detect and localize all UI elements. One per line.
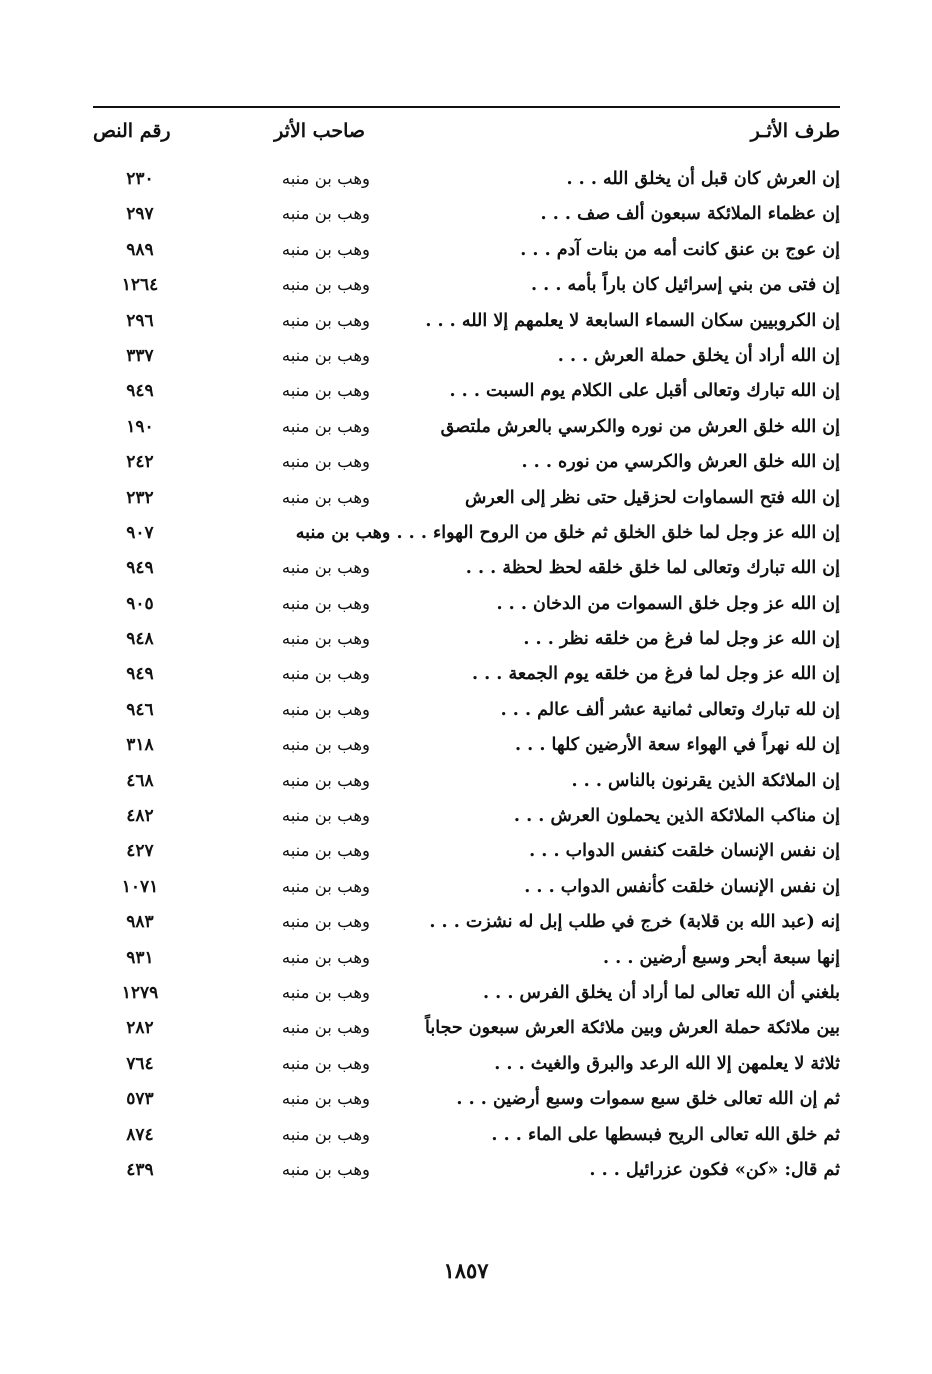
row-author: وهب بن منبه — [281, 345, 370, 365]
row-number: ٩٨٩ — [126, 239, 154, 260]
table-row — [93, 553, 840, 588]
header-number-column: رقم النص — [93, 120, 171, 142]
row-number: ٢٨٢ — [126, 1018, 154, 1039]
row-author: وهب بن منبه — [281, 487, 370, 507]
row-text: إن العرش كان قبل أن يخلق الله . . . — [566, 169, 840, 189]
row-number: ٩٠٥ — [126, 593, 154, 614]
row-text: إن الله عز وجل خلق السموات من الدخان . . . — [496, 593, 840, 614]
row-text: بلغني أن الله تعالى لما أراد أن يخلق الفرس . . . — [483, 982, 840, 1003]
row-text: إنها سبعة أبحر وسبع أرضين . . . — [603, 947, 840, 968]
row-text: إن الله فتح السماوات لحزقيل حتى نظر إلى العرش — [465, 487, 840, 508]
table-row — [93, 978, 840, 1013]
row-text: إن عوج بن عنق كانت أمه من بنات آدم . . . — [520, 239, 840, 260]
row-author: وهب بن منبه — [281, 699, 370, 719]
row-number: ٩٣١ — [126, 947, 154, 968]
table-row — [93, 836, 840, 871]
row-number: ٩٤٦ — [126, 699, 154, 720]
row-author: وهب بن منبه — [281, 982, 370, 1002]
row-number: ٢٣٢ — [126, 487, 154, 508]
row-text: ثم خلق الله تعالى الريح فبسطها على الماء . . . — [491, 1124, 840, 1145]
row-text: إن عظماء الملائكة سبعون ألف صف . . . — [540, 204, 840, 225]
row-number: ١٢٦٤ — [121, 275, 159, 296]
table-row — [93, 483, 840, 518]
table-row — [93, 801, 840, 836]
table-row — [93, 695, 840, 730]
header-author-column: صاحب الأثر — [274, 120, 365, 142]
row-number: ٢٣٠ — [126, 169, 154, 189]
row-text: إن الملائكة الذين يقرنون بالناس . . . — [571, 770, 840, 791]
table-row — [93, 943, 840, 978]
row-author: وهب بن منبه — [281, 593, 370, 613]
row-text: إن الله عز وجل لما فرغ من خلقه يوم الجمعة . . . — [471, 664, 840, 685]
table-row — [93, 872, 840, 907]
row-number: ٩٠٧ — [126, 522, 154, 543]
row-number: ٩٤٩ — [126, 664, 154, 685]
row-number: ٩٤٨ — [126, 629, 154, 650]
row-author: وهب بن منبه — [281, 912, 370, 932]
row-text: إن الله خلق العرش والكرسي من نوره . . . — [521, 452, 840, 473]
table-row — [93, 624, 840, 659]
table-row — [93, 1084, 840, 1119]
table-row — [93, 907, 840, 942]
table-row — [93, 376, 840, 411]
table-row — [93, 1155, 840, 1190]
row-number: ٩٨٣ — [126, 912, 154, 933]
row-text: إن لله تبارك وتعالى ثمانية عشر ألف عالم . . . — [500, 699, 840, 720]
table-row — [93, 766, 840, 801]
row-number: ٤٦٨ — [126, 770, 154, 791]
row-number: ٢٩٦ — [126, 310, 154, 331]
table-row — [93, 730, 840, 765]
row-number: ٥٧٣ — [126, 1089, 154, 1110]
row-number: ٢٤٢ — [126, 452, 154, 473]
row-text: إن مناكب الملائكة الذين يحملون العرش . . . — [513, 806, 840, 827]
row-author: وهب بن منبه — [281, 1089, 370, 1109]
row-author: وهب بن منبه — [281, 629, 370, 649]
row-author: وهب بن منبه — [281, 239, 370, 259]
row-text: ثلاثة لا يعلمهن إلا الله الرعد والبرق والغيث . . . — [494, 1053, 840, 1074]
row-text: ثم إن الله تعالى خلق سبع سموات وسبع أرضين . . . — [456, 1089, 840, 1110]
row-author: وهب بن منبه — [281, 841, 370, 861]
row-author: وهب بن منبه — [281, 1124, 370, 1144]
table-row — [93, 341, 840, 376]
row-number: ٤٢٧ — [126, 841, 154, 862]
row-number: ٣١٨ — [126, 735, 154, 756]
row-text: إن الله أراد أن يخلق حملة العرش . . . — [557, 345, 840, 366]
row-text: إن الله تبارك وتعالى لما خلق خلقه لحظ لحظة . . . — [465, 558, 840, 579]
row-text: ثم قال: «كن» فكون عزرائيل . . . — [589, 1159, 840, 1180]
row-text: إن نفس الإنسان خلقت كنفس الدواب . . . — [529, 841, 840, 862]
row-author: وهب بن منبه — [281, 806, 370, 826]
table-row — [93, 235, 840, 270]
row-text: إن الكروبيين سكان السماء السابعة لا يعلمهم إلا الله . . . — [425, 310, 840, 331]
row-number: ٩٤٩ — [126, 381, 154, 402]
row-text: بين ملائكة حملة العرش وبين ملائكة العرش سبعون حجاباً — [425, 1018, 840, 1039]
row-text: إن الله عز وجل لما خلق الخلق ثم خلق من الروح الهواء . . . وهب بن منبه — [295, 522, 840, 543]
row-text: إن الله خلق العرش من نوره والكرسي بالعرش ملتصق — [440, 416, 840, 437]
table-row — [93, 270, 840, 305]
table-header — [93, 120, 840, 152]
row-author: وهب بن منبه — [281, 735, 370, 755]
row-number: ١٩٠ — [126, 416, 154, 437]
table-row — [93, 199, 840, 234]
row-text: إنه (عبد الله بن قلابة) خرج في طلب إبل له نشزت . . . — [429, 912, 840, 933]
row-number: ١٠٧١ — [121, 876, 159, 897]
table-row — [93, 1013, 840, 1048]
row-text: إن لله نهراً في الهواء سعة الأرضين كلها . . . — [515, 735, 840, 756]
table-row — [93, 518, 840, 553]
row-number: ٧٦٤ — [126, 1053, 154, 1074]
row-number: ١٢٧٩ — [121, 982, 159, 1003]
table-row — [93, 164, 840, 199]
table-row — [93, 306, 840, 341]
top-rule — [93, 106, 840, 108]
page-number: ١٨٥٧ — [443, 1258, 489, 1283]
row-text: إن الله عز وجل لما فرغ من خلقه نظر . . . — [523, 629, 840, 650]
row-author: وهب بن منبه — [281, 876, 370, 896]
table-row — [93, 1049, 840, 1084]
row-author: وهب بن منبه — [281, 558, 370, 578]
row-number: ٤٨٢ — [126, 806, 154, 827]
row-number: ٣٣٧ — [126, 345, 154, 366]
row-author: وهب بن منبه — [281, 169, 370, 188]
row-number: ٨٧٤ — [126, 1124, 154, 1145]
row-author: وهب بن منبه — [281, 275, 370, 295]
row-number: ٩٤٩ — [126, 558, 154, 579]
table-row — [93, 589, 840, 624]
row-author: وهب بن منبه — [281, 310, 370, 330]
row-text: إن نفس الإنسان خلقت كأنفس الدواب . . . — [524, 876, 840, 897]
row-author: وهب بن منبه — [281, 1053, 370, 1073]
row-author: وهب بن منبه — [281, 416, 370, 436]
row-author: وهب بن منبه — [281, 1159, 370, 1179]
row-number: ٢٩٧ — [126, 204, 154, 225]
row-author: وهب بن منبه — [281, 381, 370, 401]
row-text: إن الله تبارك وتعالى أقبل على الكلام يوم السبت . . . — [449, 381, 840, 402]
table-row — [93, 412, 840, 447]
index-table — [93, 164, 840, 1190]
row-number: ٤٣٩ — [126, 1159, 154, 1180]
row-author: وهب بن منبه — [281, 204, 370, 224]
table-row — [93, 447, 840, 482]
table-row — [93, 659, 840, 694]
row-author: وهب بن منبه — [281, 770, 370, 790]
row-text: إن فتى من بني إسرائيل كان باراً بأمه . . . — [530, 275, 840, 296]
row-author: وهب بن منبه — [281, 947, 370, 967]
row-author: وهب بن منبه — [281, 1018, 370, 1038]
table-row — [93, 1120, 840, 1155]
row-author: وهب بن منبه — [281, 452, 370, 472]
header-text-column: طرف الأثـر — [750, 120, 840, 142]
row-author: وهب بن منبه — [281, 664, 370, 684]
